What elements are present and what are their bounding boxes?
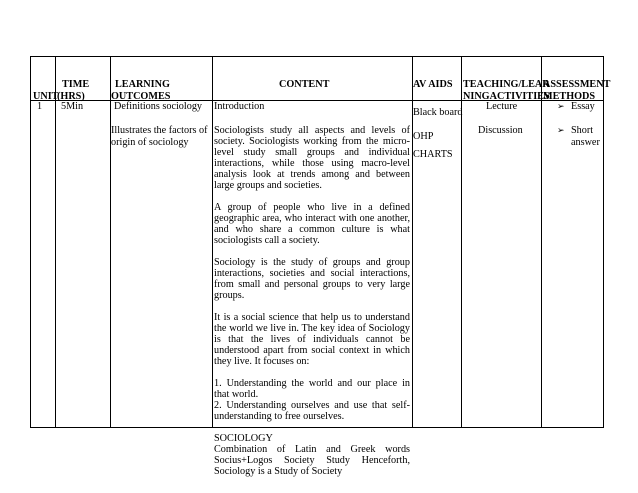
content-paragraph: A group of people who live in a defined geographic area, who interact with one another, and who share a common culture is what sociologists call a society. (214, 202, 410, 246)
column-divider (541, 57, 542, 427)
outcome-definitions: Definitions sociology (114, 101, 203, 112)
content-paragraph: 1. Understanding the world and our place in that world. 2. Understanding ourselves and use that self-understanding to free ourselves. (214, 378, 410, 422)
header-assessment: ASSESSMENT (543, 79, 611, 90)
assessment-short-answer: answer (571, 137, 600, 148)
header-av-aids: AV AIDS (413, 79, 453, 90)
content-paragraph: Sociologists study all aspects and levels of society. Sociologists working from the micro-level study small groups and individual interactions, while those using macro-level analysis look at trends among and between large groups and societies. (214, 125, 410, 191)
header-time-hrs: (HRS) (57, 91, 85, 102)
content-title: Introduction (214, 101, 265, 112)
arrow-bullet-icon: ➢ (557, 125, 565, 135)
column-divider (110, 57, 111, 427)
header-time: TIME (62, 79, 90, 90)
av-aid-blackboard: Black board (413, 107, 463, 118)
content-paragraph: SOCIOLOGY Combination of Latin and Greek words Socius+Logos Society Study Henceforth, Sociology is a Study of Society (214, 433, 410, 477)
header-content: CONTENT (279, 79, 330, 90)
header-teaching: TEACHING/LEAR (463, 79, 550, 90)
av-aid-charts: CHARTS (413, 149, 453, 160)
content-paragraph: Sociology is the study of groups and group interactions, societies and social interactions, from small and personal groups to very large groups. (214, 257, 410, 301)
arrow-bullet-icon: ➢ (557, 101, 565, 111)
content-body (214, 125, 410, 477)
column-divider (55, 57, 56, 427)
content-paragraph: It is a social science that help us to understand the world we live in. The key idea of Sociology is that the lives of individuals cannot be understood apart from social context in which they live. It focuses on: (214, 312, 410, 367)
column-divider (212, 57, 213, 427)
outcome-factors-cont: origin of sociology (111, 137, 189, 148)
header-outcomes: OUTCOMES (111, 91, 171, 102)
header-unit: UNIT (33, 91, 59, 102)
header-methods: METHODS (543, 91, 596, 102)
header-learning: LEARNING (115, 79, 170, 90)
teaching-lecture: Lecture (486, 101, 518, 112)
assessment-item (557, 101, 595, 112)
unit-number: 1 (37, 101, 43, 112)
assessment-short: Short (571, 125, 594, 136)
assessment-item (557, 125, 593, 136)
teaching-discussion: Discussion (478, 125, 523, 136)
av-aid-ohp: OHP (413, 131, 434, 142)
outcome-factors: Illustrates the factors of (111, 125, 208, 136)
header-teaching-activities: NINGACTIVITIES (463, 91, 550, 102)
time-value: 5Min (61, 101, 84, 112)
assessment-essay: Essay (571, 101, 595, 112)
